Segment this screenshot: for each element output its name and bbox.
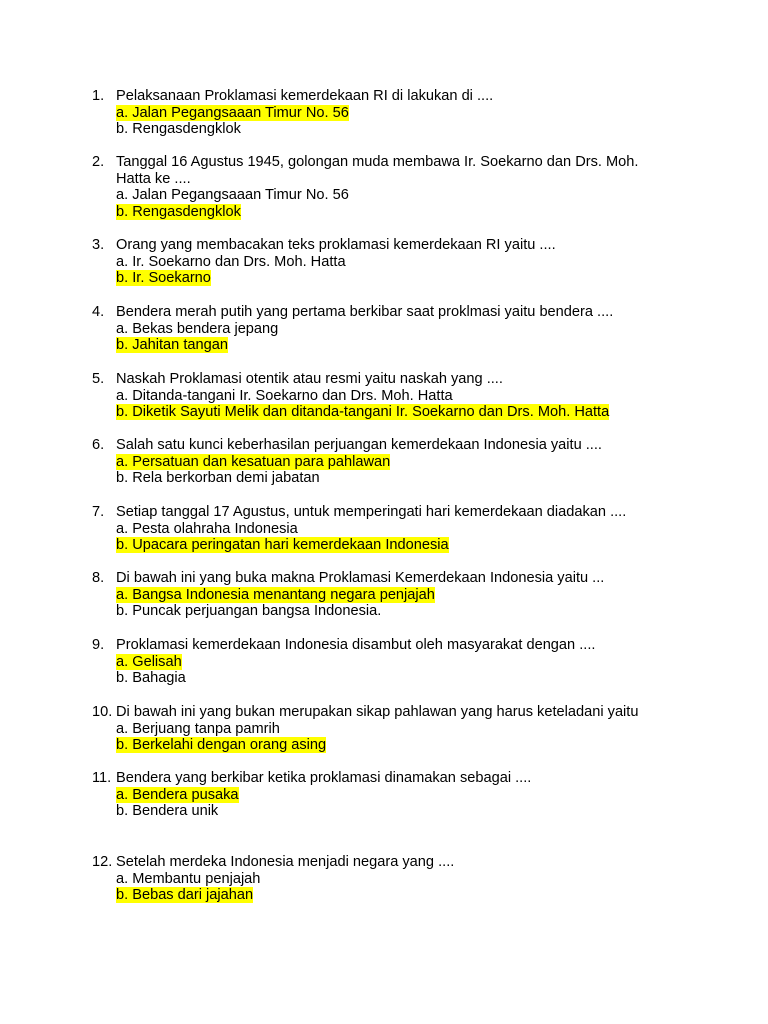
answer-option-text: a. Bekas bendera jepang <box>116 320 279 337</box>
question-text <box>116 504 692 521</box>
answer-option-text: a. Membantu penjajah <box>116 870 261 887</box>
question-number: 8. <box>92 570 105 586</box>
question-text <box>116 304 692 321</box>
question-text <box>116 770 692 787</box>
question-text-content: Bendera merah putih yang pertama berkibar saat proklmasi yaitu bendera .... <box>116 304 614 320</box>
answer-option-highlighted <box>116 787 692 804</box>
question-body <box>116 154 692 221</box>
question-body <box>116 237 692 287</box>
answer-option-highlighted <box>116 887 692 904</box>
question-body <box>116 704 692 754</box>
answer-option-text: a. Bendera pusaka <box>116 786 239 803</box>
answer-option <box>116 187 692 204</box>
question-body <box>116 854 692 904</box>
question-text <box>116 570 692 587</box>
question-number: 6. <box>92 437 105 453</box>
question-number: 9. <box>92 637 105 653</box>
question-number: 3. <box>92 237 105 253</box>
answer-option-text: b. Ir. Soekarno <box>116 270 211 287</box>
answer-option <box>116 121 692 138</box>
question-text <box>116 154 692 171</box>
answer-option-text: b. Puncak perjuangan bangsa Indonesia. <box>116 603 382 620</box>
question-text-content: Setiap tanggal 17 Agustus, untuk memperingati hari kemerdekaan diadakan .... <box>116 504 627 520</box>
answer-option-highlighted <box>116 404 692 421</box>
answer-option-text: b. Rela berkorban demi jabatan <box>116 470 320 487</box>
answer-option-highlighted <box>116 654 692 671</box>
question-number: 1. <box>92 88 105 104</box>
answer-option-text: a. Gelisah <box>116 653 182 670</box>
answer-option-text: a. Jalan Pegangsaaan Timur No. 56 <box>116 104 349 121</box>
answer-option-text: b. Bendera unik <box>116 803 219 820</box>
question-text-content: Naskah Proklamasi otentik atau resmi yaitu naskah yang .... <box>116 371 503 387</box>
question-number: 11. <box>92 770 112 786</box>
answer-option-text: a. Berjuang tanpa pamrih <box>116 720 280 737</box>
question-text <box>116 88 692 105</box>
question-body <box>116 437 692 487</box>
question-body <box>116 304 692 354</box>
answer-option-text: a. Pesta olahraha Indonesia <box>116 520 298 537</box>
question-number: 4. <box>92 304 105 320</box>
answer-option <box>116 721 692 738</box>
answer-option-text: b. Bahagia <box>116 670 186 687</box>
question-text-content: Proklamasi kemerdekaan Indonesia disambut oleh masyarakat dengan .... <box>116 637 596 653</box>
question-text-content: Pelaksanaan Proklamasi kemerdekaan RI di lakukan di .... <box>116 88 494 104</box>
question-body <box>116 770 692 820</box>
question-body <box>116 504 692 554</box>
answer-option-highlighted <box>116 454 692 471</box>
question-number: 10. <box>92 704 113 720</box>
answer-option <box>116 670 692 687</box>
question-number: 7. <box>92 504 105 520</box>
question-number: 5. <box>92 371 105 387</box>
answer-option-text: b. Rengasdengklok <box>116 121 241 138</box>
answer-option <box>116 254 692 271</box>
answer-option-text: b. Upacara peringatan hari kemerdekaan Indonesia <box>116 537 449 554</box>
question-text <box>116 637 692 654</box>
answer-option-text: a. Bangsa Indonesia menantang negara penjajah <box>116 586 435 603</box>
answer-option-text: a. Persatuan dan kesatuan para pahlawan <box>116 453 391 470</box>
question-text <box>116 704 692 721</box>
question-text <box>116 437 692 454</box>
question-text <box>116 371 692 388</box>
question-number: 2. <box>92 154 105 170</box>
question-body <box>116 570 692 620</box>
answer-option-highlighted <box>116 337 692 354</box>
question-text <box>116 237 692 254</box>
answer-option-highlighted <box>116 537 692 554</box>
answer-option-text: b. Rengasdengklok <box>116 204 241 221</box>
answer-option-text: a. Ir. Soekarno dan Drs. Moh. Hatta <box>116 253 346 270</box>
answer-option-text: b. Berkelahi dengan orang asing <box>116 737 327 754</box>
question-text-content: Hatta ke .... <box>116 170 191 187</box>
question-text-content: Di bawah ini yang bukan merupakan sikap pahlawan yang harus keteladani yaitu <box>116 704 639 720</box>
answer-option-highlighted <box>116 587 692 604</box>
question-text <box>116 171 692 188</box>
question-body <box>116 371 692 421</box>
answer-option-text: a. Ditanda-tangani Ir. Soekarno dan Drs. Moh. Hatta <box>116 387 453 404</box>
answer-option-text: b. Diketik Sayuti Melik dan ditanda-tangani Ir. Soekarno dan Drs. Moh. Hatta <box>116 404 610 421</box>
question-body <box>116 637 692 687</box>
answer-option <box>116 803 692 820</box>
question-text-content: Salah satu kunci keberhasilan perjuangan kemerdekaan Indonesia yaitu .... <box>116 437 602 453</box>
answer-option <box>116 470 692 487</box>
answer-option-highlighted <box>116 105 692 122</box>
answer-option-highlighted <box>116 737 692 754</box>
question-number: 12. <box>92 854 113 870</box>
question-text-content: Tanggal 16 Agustus 1945, golongan muda membawa Ir. Soekarno dan Drs. Moh. <box>116 154 639 170</box>
question-body <box>116 88 692 138</box>
answer-option <box>116 603 692 620</box>
answer-option-highlighted <box>116 270 692 287</box>
answer-option-text: a. Jalan Pegangsaaan Timur No. 56 <box>116 187 349 204</box>
answer-option <box>116 321 692 338</box>
question-text-content: Di bawah ini yang buka makna Proklamasi Kemerdekaan Indonesia yaitu ... <box>116 570 605 586</box>
question-text-content: Bendera yang berkibar ketika proklamasi dinamakan sebagai .... <box>116 770 532 786</box>
answer-option <box>116 388 692 405</box>
answer-option-highlighted <box>116 204 692 221</box>
answer-option <box>116 521 692 538</box>
question-text-content: Setelah merdeka Indonesia menjadi negara yang .... <box>116 854 455 870</box>
question-text-content: Orang yang membacakan teks proklamasi kemerdekaan RI yaitu .... <box>116 237 556 253</box>
question-text <box>116 854 692 871</box>
answer-option <box>116 871 692 888</box>
answer-option-text: b. Bebas dari jajahan <box>116 887 254 904</box>
answer-option-text: b. Jahitan tangan <box>116 337 228 354</box>
